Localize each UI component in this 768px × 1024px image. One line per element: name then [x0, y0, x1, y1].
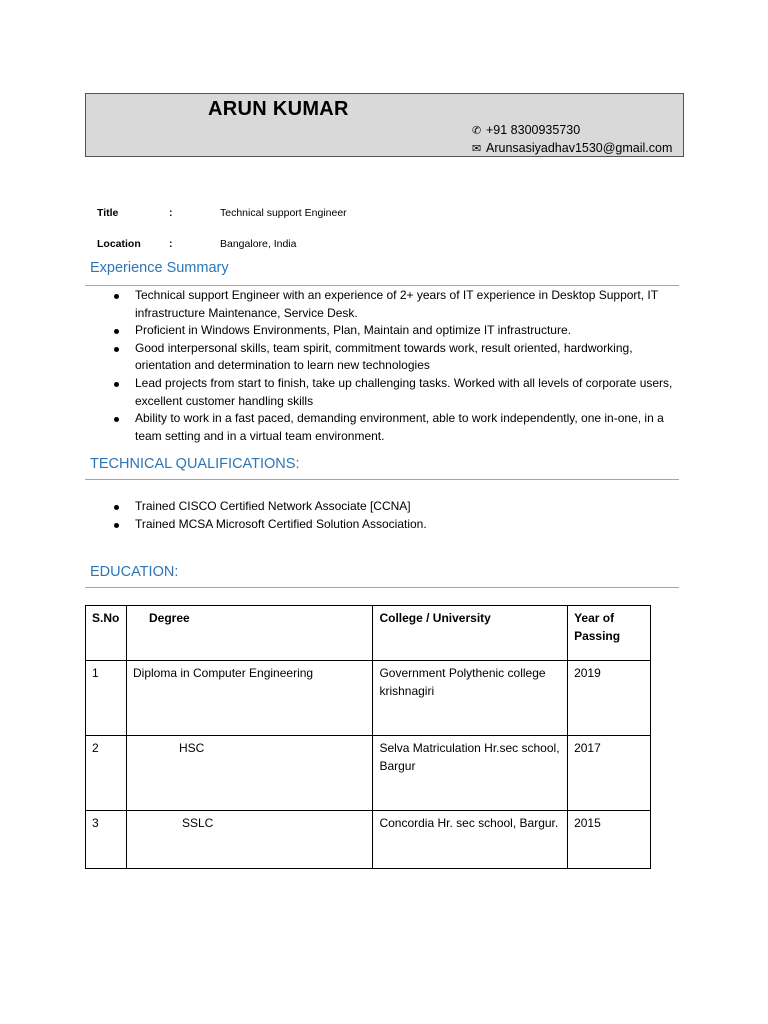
- col-header-degree: Degree: [126, 606, 372, 661]
- technical-divider: [85, 479, 679, 480]
- phone-line: [472, 123, 580, 137]
- col-header-college: College / University: [373, 606, 568, 661]
- email-address[interactable]: Arunsasiyadhav1530@gmail.com: [486, 141, 673, 155]
- col-header-sno: S.No: [86, 606, 127, 661]
- table-row: [86, 661, 651, 736]
- education-heading: EDUCATION:: [90, 564, 179, 580]
- experience-heading: Experience Summary: [90, 260, 229, 276]
- cell-degree: HSC: [126, 736, 372, 811]
- experience-list: [110, 287, 675, 445]
- title-colon: :: [169, 207, 173, 219]
- education-table: [85, 605, 651, 869]
- list-item: Proficient in Windows Environments, Plan, Maintain and optimize IT infrastructure.: [110, 322, 675, 340]
- cell-degree: Diploma in Computer Engineering: [126, 661, 372, 736]
- cell-college: Concordia Hr. sec school, Bargur.: [373, 811, 568, 869]
- resume-header: [85, 93, 684, 157]
- email-line: [472, 141, 672, 155]
- col-header-year: Year of Passing: [568, 606, 651, 661]
- cell-degree: SSLC: [126, 811, 372, 869]
- list-item: Trained MCSA Microsoft Certified Solution Association.: [110, 516, 675, 534]
- cell-college: Selva Matriculation Hr.sec school, Bargur: [373, 736, 568, 811]
- list-item: Trained CISCO Certified Network Associate [CCNA]: [110, 498, 675, 516]
- technical-heading: TECHNICAL QUALIFICATIONS:: [90, 456, 300, 472]
- cell-sno: 1: [86, 661, 127, 736]
- location-colon: :: [169, 238, 173, 250]
- table-header-row: [86, 606, 651, 661]
- list-item: Ability to work in a fast paced, demanding environment, able to work independently, one in-one, in a team setting and in a virtual team environment.: [110, 410, 675, 445]
- cell-year: 2017: [568, 736, 651, 811]
- phone-number: +91 8300935730: [486, 123, 581, 137]
- cell-sno: 2: [86, 736, 127, 811]
- table-row: [86, 736, 651, 811]
- education-divider: [85, 587, 679, 588]
- experience-divider: [85, 285, 679, 286]
- cell-year: 2015: [568, 811, 651, 869]
- candidate-name: ARUN KUMAR: [208, 98, 349, 120]
- list-item: Good interpersonal skills, team spirit, commitment towards work, result oriented, hardworking, orientation and determination to learn new technologies: [110, 340, 675, 375]
- title-label: Title: [97, 207, 119, 219]
- table-row: [86, 811, 651, 869]
- phone-icon: ✆: [472, 125, 482, 137]
- title-value: Technical support Engineer: [220, 207, 347, 219]
- cell-college: Government Polythenic college krishnagiri: [373, 661, 568, 736]
- cell-sno: 3: [86, 811, 127, 869]
- technical-list: [110, 498, 675, 533]
- location-value: Bangalore, India: [220, 238, 297, 250]
- cell-year: 2019: [568, 661, 651, 736]
- location-label: Location: [97, 238, 141, 250]
- list-item: Lead projects from start to finish, take up challenging tasks. Worked with all levels of corporate users, excellent customer handling skills: [110, 375, 675, 410]
- envelope-icon: ✉: [472, 143, 482, 155]
- list-item: Technical support Engineer with an experience of 2+ years of IT experience in Desktop Support, IT infrastructure Maintenance, Service Desk.: [110, 287, 675, 322]
